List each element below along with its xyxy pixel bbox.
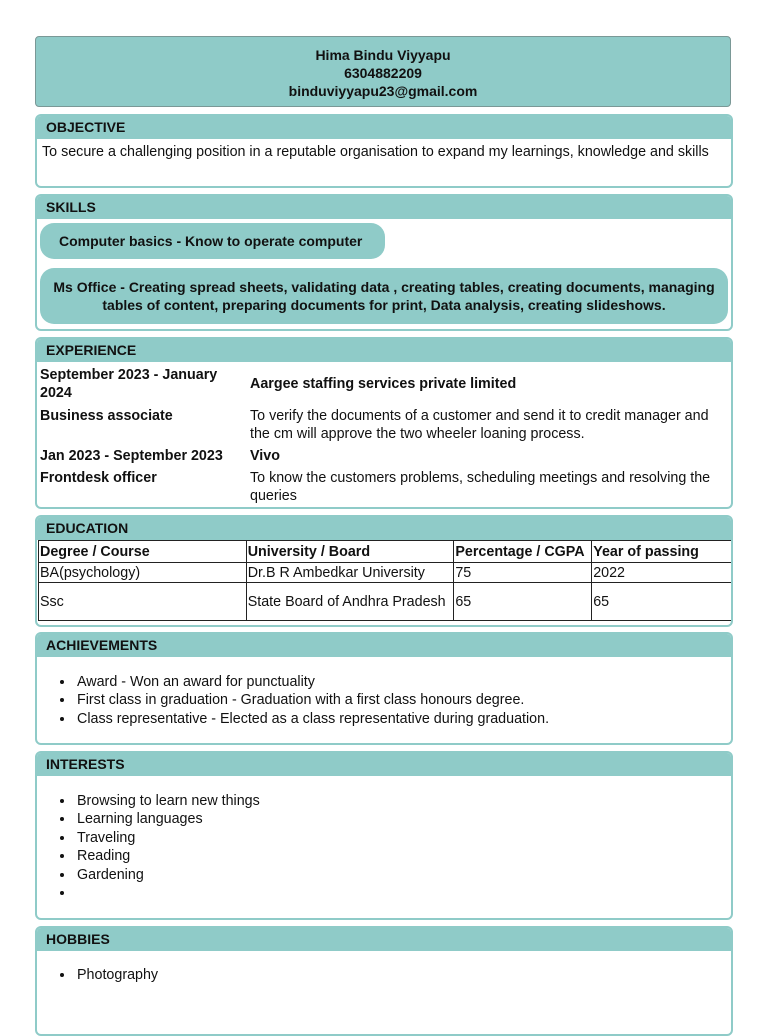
list-item: • Gardening [75,866,731,884]
job-description: To verify the documents of a customer and send it to credit manager and the cm will approve the two wheeler loaning process. [250,408,709,442]
resume-header [35,36,731,107]
table-cell: 75 [454,563,592,583]
list-item: • Learning languages [75,810,731,828]
education-title: EDUCATION [37,517,731,540]
education-table [38,540,732,621]
achievements-list [37,673,731,728]
table-cell: 65 [454,583,592,621]
experience-row [40,366,730,402]
skills-section [35,194,733,331]
table-cell: BA(psychology) [39,563,247,583]
hobbies-list [37,966,731,984]
experience-title: EXPERIENCE [37,339,731,362]
hobbies-section [35,926,733,1036]
column-header: Year of passing [592,541,732,563]
table-row [39,563,732,583]
interests-title: INTERESTS [37,753,731,776]
experience-row [40,469,730,505]
table-cell: Dr.B R Ambedkar University [246,563,454,583]
column-header: University / Board [246,541,454,563]
job-role: Frontdesk officer [40,470,157,486]
list-item: • Browsing to learn new things [75,792,731,810]
job-company: Vivo [250,448,280,464]
interests-section [35,751,733,920]
job-period: Jan 2023 - September 2023 [40,448,223,464]
list-item: • Reading [75,847,731,865]
skill-item: Ms Office - Creating spread sheets, validating data , creating tables, creating documents, managing tables of content, preparing documents for print, Data analysis, creating slideshows. [40,268,728,324]
hobbies-title: HOBBIES [37,928,731,951]
experience-section [35,337,733,509]
experience-row [40,407,730,443]
column-header: Degree / Course [39,541,247,563]
objective-title: OBJECTIVE [37,116,731,139]
achievements-title: ACHIEVEMENTS [37,634,731,657]
table-cell: 65 [592,583,732,621]
interests-list [37,792,731,902]
table-cell: Ssc [39,583,247,621]
candidate-email: binduviyyapu23@gmail.com [288,83,478,99]
job-company: Aargee staffing services private limited [250,376,517,392]
table-row [39,583,732,621]
skill-item: Computer basics - Know to operate computer [40,223,385,259]
list-item: • Class representative - Elected as a class representative during graduation. [75,710,731,728]
list-item [75,884,731,902]
table-header-row [39,541,732,563]
job-role: Business associate [40,408,173,424]
skills-title: SKILLS [37,196,731,219]
objective-section [35,114,733,188]
achievements-section [35,632,733,745]
objective-text: To secure a challenging position in a reputable organisation to expand my learnings, knowledge and skills [42,144,709,160]
list-item: • Photography [75,966,731,984]
table-cell: 2022 [592,563,732,583]
job-description: To know the customers problems, scheduling meetings and resolving the queries [250,470,711,504]
candidate-name: Hima Bindu Viyyapu [315,47,451,63]
table-cell: State Board of Andhra Pradesh [246,583,454,621]
education-section [35,515,733,627]
experience-row [40,447,730,465]
column-header: Percentage / CGPA [454,541,592,563]
job-period: September 2023 - January 2024 [40,367,218,401]
candidate-phone: 6304882209 [344,65,422,81]
list-item: • Traveling [75,829,731,847]
list-item: • Award - Won an award for punctuality [75,673,731,691]
list-item: • First class in graduation - Graduation with a first class honours degree. [75,691,731,709]
